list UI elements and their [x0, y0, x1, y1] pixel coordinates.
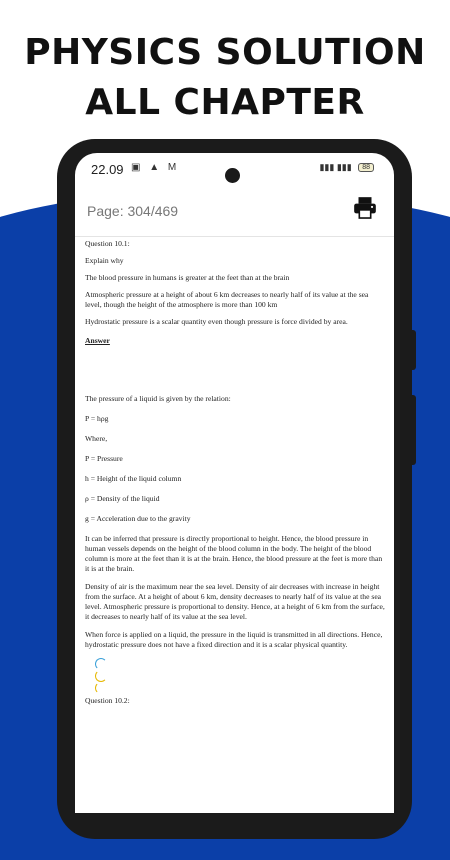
phone-side-button [410, 330, 416, 370]
document-page [85, 239, 385, 706]
question-point-a: The blood pressure in humans is greater at the feet than at the brain [85, 273, 290, 282]
battery-icon: 88 [358, 163, 374, 172]
relation-intro: The pressure of a liquid is given by the relation: [85, 394, 231, 403]
instruction-text: Explain why [85, 256, 124, 265]
page-indicator: Page: 304/469 [87, 203, 179, 219]
definition-pressure: P = Pressure [85, 454, 123, 463]
phone-side-button-2 [410, 395, 416, 465]
status-time: 22.09 [91, 162, 124, 177]
print-icon[interactable] [352, 195, 378, 221]
where-label: Where, [85, 434, 108, 443]
signal-icon: ▮▮▮ ▮▮▮ [319, 162, 352, 172]
answer-paragraph-1: It can be inferred that pressure is directly proportional to height. Hence, the blood pressure in human vessels depends on the height of the blood column in the body. The height of the blood column is more at the feet than it is at the brain. Hence, the blood pressure at the feet is more than it is at the brain. [85, 534, 383, 573]
loading-spinner-icon [95, 682, 107, 694]
definition-gravity: g = Acceleration due to the gravity [85, 514, 191, 523]
answer-paragraph-3: When force is applied on a liquid, the pressure in the liquid is transmitted in all directions. Hence, hydrostatic pressure does not have a fixed direction and it is a scalar physical quantity. [85, 630, 383, 649]
question-title: Question 10.1: [85, 239, 130, 248]
definition-density: ρ = Density of the liquid [85, 494, 160, 503]
loading-spinner-icon [95, 658, 107, 670]
loading-indicators [85, 658, 385, 694]
loading-spinner-icon [95, 670, 107, 682]
question-point-b: Atmospheric pressure at a height of about 6 km decreases to nearly half of its value at the sea level, though the height of the atmosphere is more than 100 km [85, 290, 369, 309]
front-camera [225, 168, 240, 183]
phone-screen [75, 153, 394, 813]
notification-icons: ▣ ▲ M [131, 162, 180, 173]
answer-heading: Answer [85, 336, 110, 345]
signal-icons [319, 162, 374, 173]
question-point-c: Hydrostatic pressure is a scalar quantity even though pressure is force divided by area. [85, 317, 348, 326]
promo-headline [0, 28, 450, 128]
answer-paragraph-2: Density of air is the maximum near the sea level. Density of air decreases with increase in height from the surface. At a height of about 6 km, density decreases to nearly half of its value at the sea level. Atmospheric pressure is proportional to density. Hence, at a height of 6 km from the surface, it decreases to nearly half of its value at the sea level. [85, 582, 385, 621]
headline-line-2: ALL CHAPTER [85, 82, 365, 123]
app-bar [75, 189, 394, 237]
headline-line-1: PHYSICS SOLUTION [24, 32, 426, 73]
next-question-title: Question 10.2: [85, 696, 130, 705]
definition-height: h = Height of the liquid column [85, 474, 182, 483]
status-bar [75, 153, 394, 189]
pressure-formula: P = hρg [85, 414, 109, 423]
